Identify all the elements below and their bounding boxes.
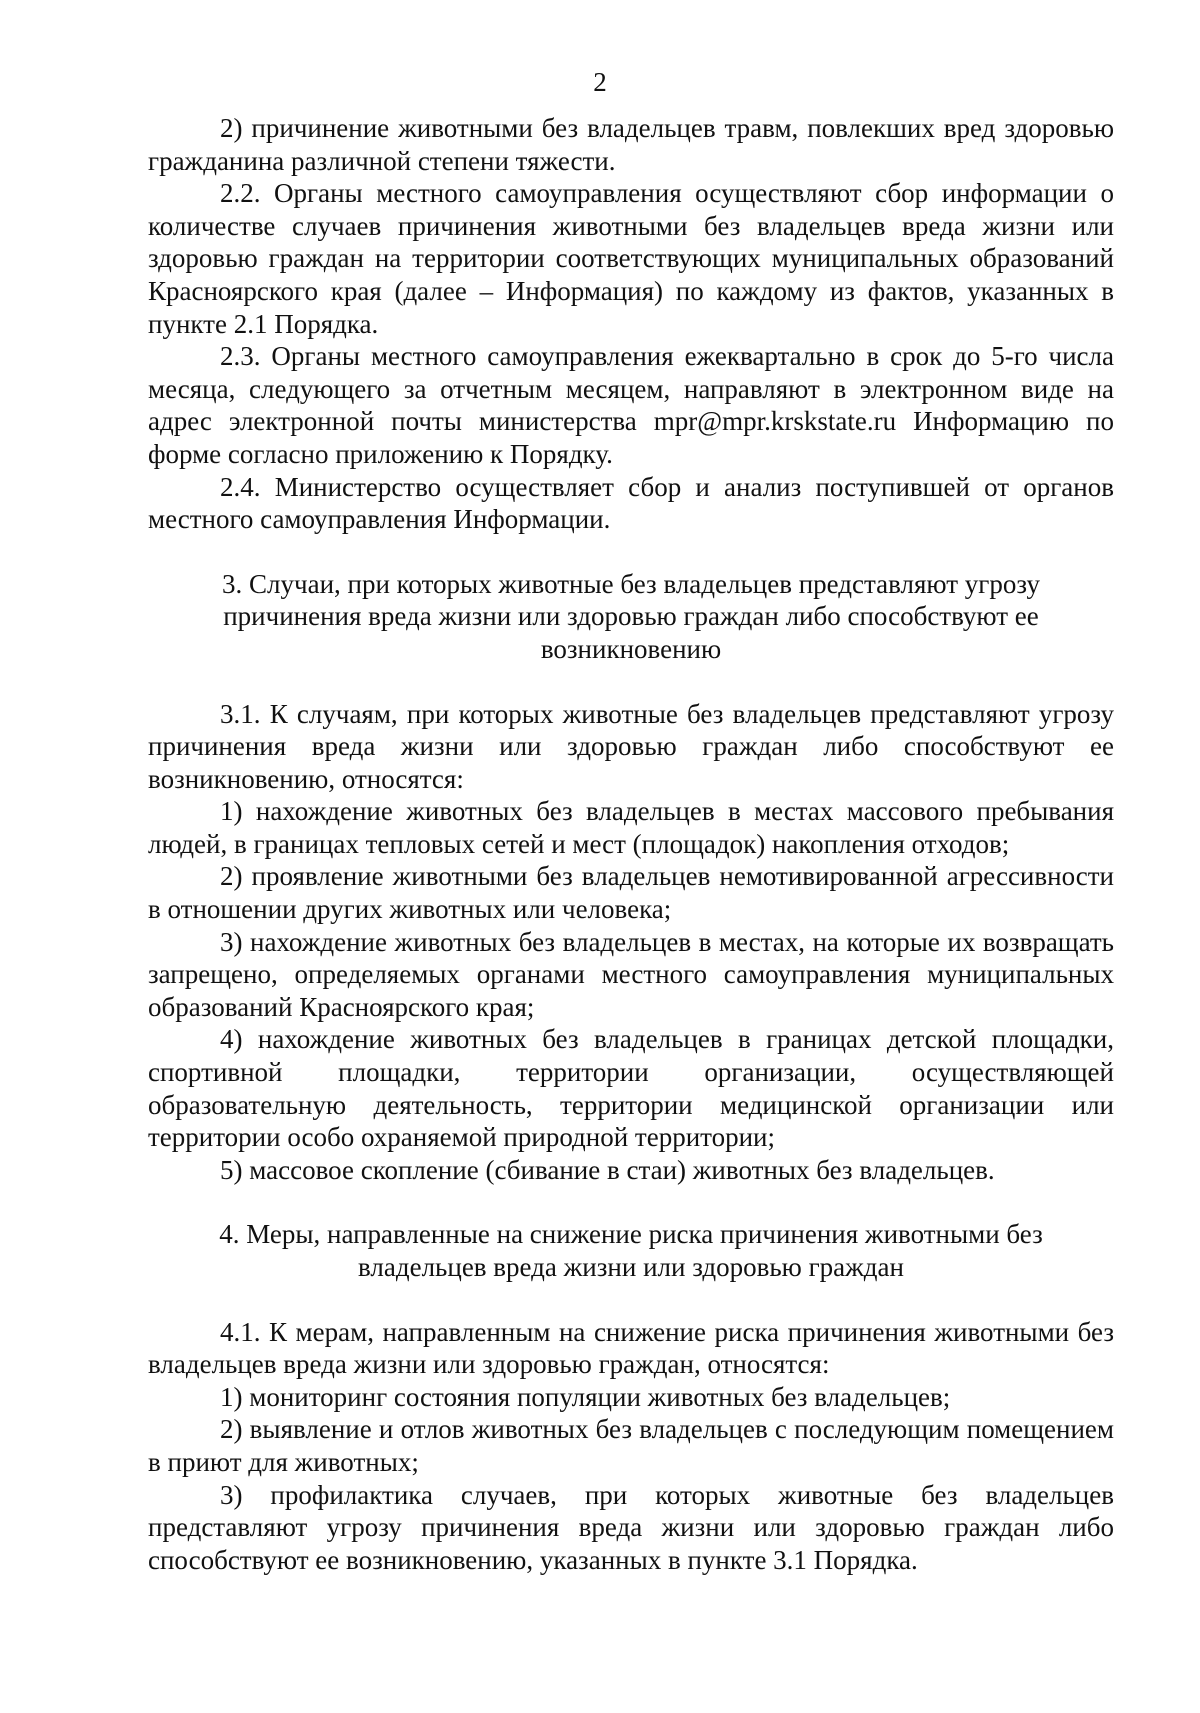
paragraph-2-1-item-2: 2) причинение животными без владельцев травм, повлекших вред здоровью гражданина различной степени тяжести.	[148, 113, 1114, 176]
paragraph-4-1: 4.1. К мерам, направленным на снижение риска причинения животными без владельцев вреда жизни или здоровью граждан, относятся:	[148, 1316, 1114, 1380]
section-3-heading: 3. Случаи, при которых животные без владельцев представляют угрозу причинения вреда жизни или здоровью граждан либо способствуют ее возникновению	[222, 568, 1040, 664]
list-item: 3) профилактика случаев, при которых животные без владельцев представляют угрозу причинения вреда жизни или здоровью граждан либо способствуют ее возникновению, указанных в пункте 3.1 Порядка.	[148, 1479, 1114, 1575]
page-number: 2	[593, 67, 607, 97]
paragraph-2-4: 2.4. Министерство осуществляет сбор и анализ поступившей от органов местного самоуправления Информации.	[148, 471, 1114, 535]
section-4-heading: 4. Меры, направленные на снижение риска причинения животными без владельцев вреда жизни или здоровью граждан	[219, 1219, 1043, 1282]
list-item: 3) нахождение животных без владельцев в местах, на которые их возвращать запрещено, определяемых органами местного самоуправления муниципальных образований Красноярского края;	[148, 926, 1114, 1022]
list-item: 5) массовое скопление (сбивание в стаи) животных без владельцев.	[220, 1154, 995, 1185]
paragraph-2-2: 2.2. Органы местного самоуправления осуществляют сбор информации о количестве случаев причинения животными без владельцев вреда жизни или здоровью граждан на территории соответствующих муниципальных образований Красноярского края (далее – Информация) по каждому из фактов, указанных в пункте 2.1 Порядка.	[148, 178, 1114, 339]
list-item: 1) нахождение животных без владельцев в местах массового пребывания людей, в границах тепловых сетей и мест (площадок) накопления отходов;	[148, 796, 1114, 859]
paragraph-2-3: 2.3. Органы местного самоуправления ежеквартально в срок до 5-го числа месяца, следующего за отчетным месяцем, направляют в электронном виде на адрес электронной почты министерства mpr@mpr.krskstate.ru Информацию по форме согласно приложению к Порядку.	[148, 341, 1114, 469]
list-item: 1) мониторинг состояния популяции животных без владельцев;	[220, 1381, 951, 1412]
paragraph-3-1: 3.1. К случаям, при которых животные без владельцев представляют угрозу причинения вреда жизни или здоровью граждан либо способствуют ее возникновению, относятся:	[148, 698, 1114, 794]
list-item: 2) выявление и отлов животных без владельцев с последующим помещением в приют для животных;	[148, 1414, 1114, 1477]
list-item: 4) нахождение животных без владельцев в границах детской площадки, спортивной площадки, территории организации, осуществляющей образовательную деятельность, территории медицинской организации или территории особо охраняемой природной территории;	[148, 1024, 1114, 1153]
document-body	[148, 112, 1114, 1576]
list-item: 2) проявление животными без владельцев немотивированной агрессивности в отношении других животных или человека;	[148, 861, 1114, 925]
